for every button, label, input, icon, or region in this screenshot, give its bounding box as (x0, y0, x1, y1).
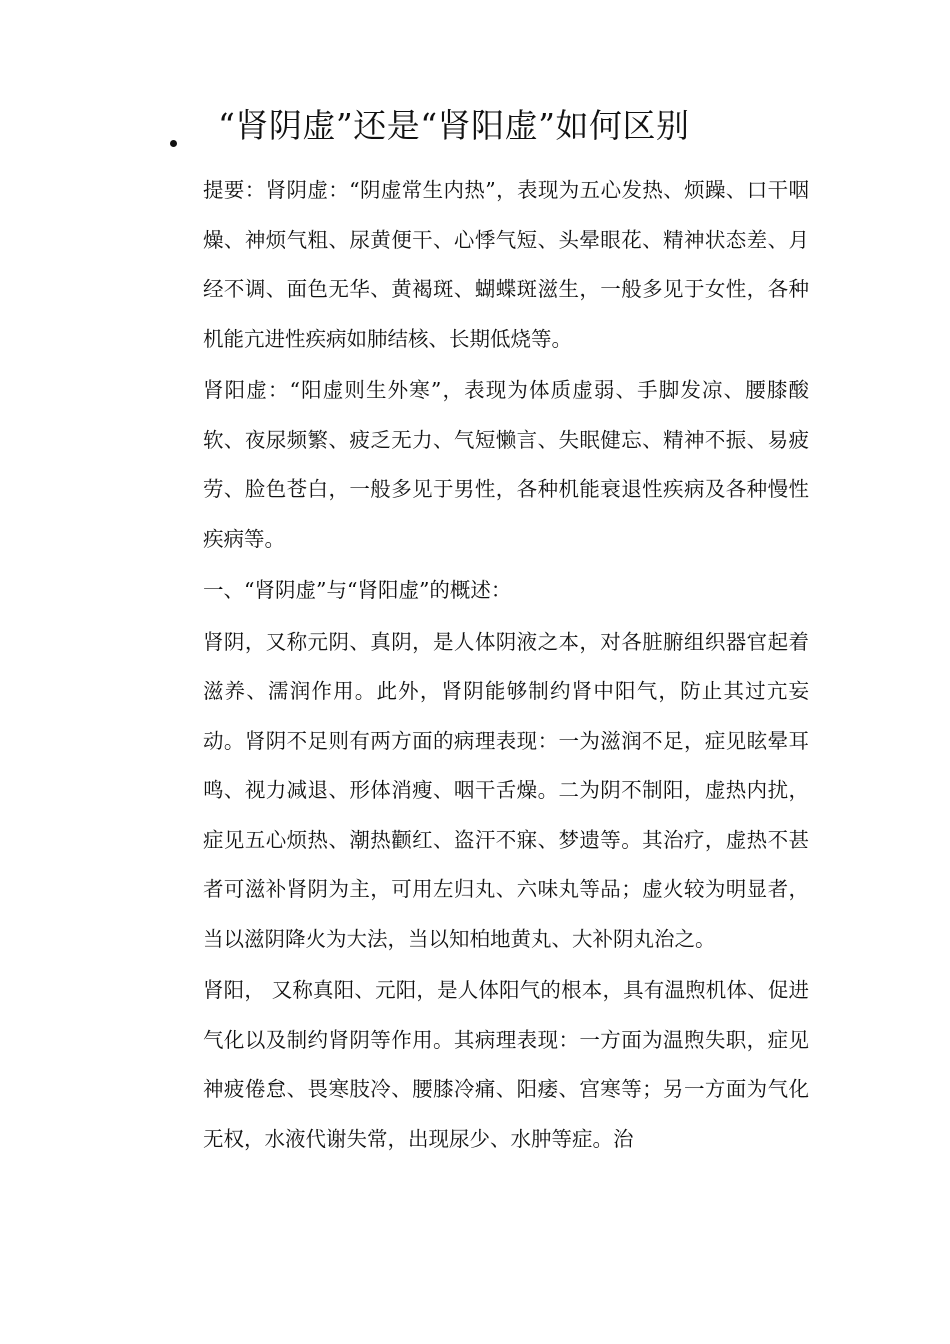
paragraph-kidney-yang: 肾阳， 又称真阳、元阳，是人体阳气的根本，具有温煦机体、促进气化以及制约肾阴等作用。其病理表现：一方面为温煦失职，症见神疲倦怠、畏寒肢冷、腰膝冷痛、阳痿、宫寒等；另一方面为气化无权，水液代谢失常，出现尿少、水肿等症。治 (203, 978, 809, 1151)
paragraph-summary-yang: 肾阳虚：“阳虚则生外寒”，表现为体质虚弱、手脚发凉、腰膝酸软、夜尿频繁、疲乏无力、气短懒言、失眠健忘、精神不振、易疲劳、脸色苍白，一般多见于男性，各种机能衰退性疾病及各种慢性疾病等。 (203, 378, 809, 551)
document-body (203, 166, 809, 1166)
list-bullet (170, 140, 177, 147)
paragraph-kidney-yin: 肾阴，又称元阴、真阴，是人体阴液之本，对各脏腑组织器官起着滋养、濡润作用。此外，肾阴能够制约肾中阳气，防止其过亢妄动。肾阴不足则有两方面的病理表现：一为滋润不足，症见眩晕耳鸣、视力减退、形体消瘦、咽干舌燥。二为阴不制阳，虚热内扰，症见五心烦热、潮热颧红、盗汗不寐、梦遗等。其治疗，虚热不甚者可滋补肾阴为主，可用左归丸、六味丸等品；虚火较为明显者，当以滋阴降火为大法，当以知柏地黄丸、大补阴丸治之。 (203, 629, 809, 951)
section-heading-overview: 一、“肾阴虚”与“肾阳虚”的概述： (203, 578, 512, 602)
document-title: “肾阴虚”还是“肾阳虚”如何区别 (218, 106, 690, 145)
paragraph-summary-yin: 提要：肾阴虚：“阴虚常生内热”，表现为五心发热、烦躁、口干咽燥、神烦气粗、尿黄便干、心悸气短、头晕眼花、精神状态差、月经不调、面色无华、黄褐斑、蝴蝶斑滋生，一般多见于女性，各种机能亢进性疾病如肺结核、长期低烧等。 (203, 178, 809, 351)
